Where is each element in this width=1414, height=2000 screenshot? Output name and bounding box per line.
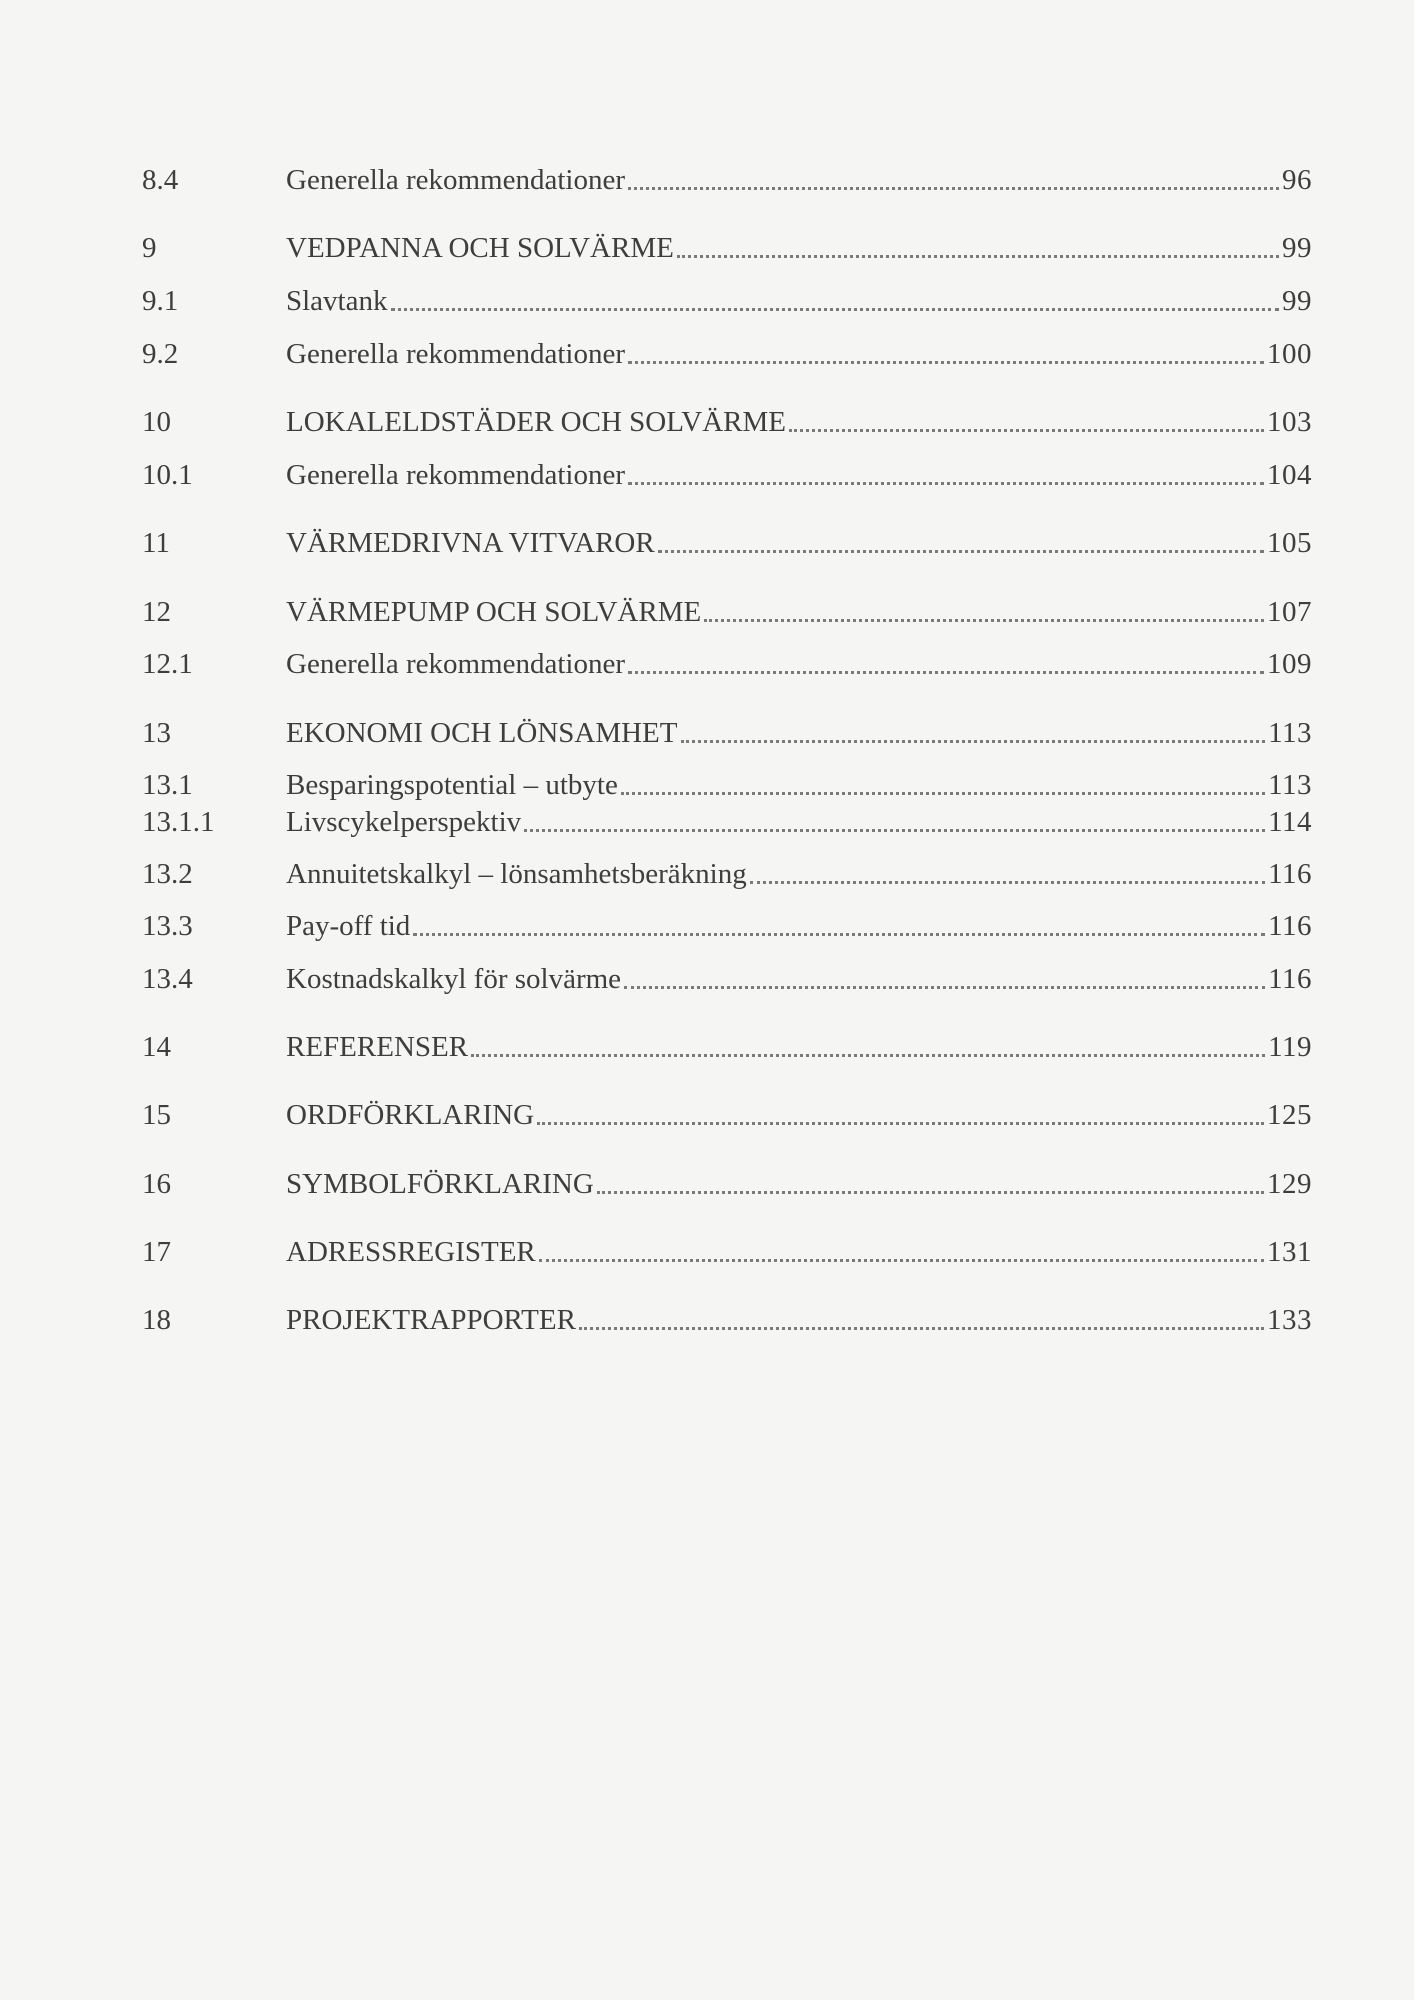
toc-dot-leader (681, 740, 1266, 743)
toc-dot-leader (658, 550, 1264, 553)
toc-entry-page: 100 (1267, 338, 1312, 370)
toc-dot-leader (628, 482, 1264, 485)
toc-entry-page: 129 (1267, 1168, 1312, 1200)
toc-entry-number: 13.2 (142, 858, 193, 890)
toc-entry-page: 131 (1267, 1236, 1312, 1268)
toc-entry-title: ORDFÖRKLARING (286, 1099, 535, 1131)
toc-dot-leader (621, 792, 1265, 795)
toc-entry-title: Generella rekommendationer (286, 459, 625, 491)
toc-entry-number: 9.1 (142, 285, 179, 317)
toc-entry-page: 133 (1267, 1304, 1312, 1336)
toc-entry-page: 125 (1267, 1099, 1312, 1131)
toc-entry-title: ADRESSREGISTER (286, 1236, 536, 1268)
toc-entry-title: PROJEKTRAPPORTER (286, 1304, 576, 1336)
toc-entry-title: SYMBOLFÖRKLARING (286, 1168, 594, 1200)
toc-entry-number: 13.3 (142, 910, 193, 942)
toc-entry-number: 12.1 (142, 648, 193, 680)
toc-entry-title: VEDPANNA OCH SOLVÄRME (286, 232, 674, 264)
toc-entry-page: 119 (1268, 1031, 1312, 1063)
toc-entry-number: 10 (142, 406, 171, 438)
toc-entry-number: 18 (142, 1304, 171, 1336)
toc-entry (142, 856, 1312, 892)
toc-entry-title: Besparingspotential – utbyte (286, 769, 618, 801)
toc-entry-title: LOKALELDSTÄDER OCH SOLVÄRME (286, 406, 786, 438)
toc-entry-title: Kostnadskalkyl för solvärme (286, 963, 622, 995)
toc-entry (142, 457, 1312, 493)
toc-entry (142, 1166, 1312, 1202)
toc-entry-number: 9.2 (142, 338, 179, 370)
toc-entry-title: REFERENSER (286, 1031, 469, 1063)
toc-entry (142, 1234, 1312, 1270)
toc-dot-leader (624, 986, 1265, 989)
toc-entry (142, 525, 1312, 561)
toc-entry-title: Slavtank (286, 285, 388, 317)
toc-dot-leader (628, 187, 1279, 190)
toc-entry-number: 13.1.1 (142, 806, 215, 838)
toc-entry-number: 12 (142, 596, 171, 628)
toc-entry (142, 961, 1312, 997)
toc-entry-number: 14 (142, 1031, 171, 1063)
toc-dot-leader (704, 619, 1264, 622)
toc-entry-page: 96 (1282, 164, 1312, 196)
toc-entry-number: 13 (142, 717, 171, 749)
toc-dot-leader (628, 361, 1264, 364)
toc-entry (142, 1097, 1312, 1133)
toc-dot-leader (524, 829, 1265, 832)
toc-entry (142, 336, 1312, 372)
toc-entry-title: VÄRMEPUMP OCH SOLVÄRME (286, 596, 702, 628)
toc-entry-number: 15 (142, 1099, 171, 1131)
toc-dot-leader (789, 429, 1264, 432)
toc-entry-number: 16 (142, 1168, 171, 1200)
toc-entry (142, 283, 1312, 319)
toc-entry-number: 8.4 (142, 164, 179, 196)
toc-entry-page: 105 (1267, 527, 1312, 559)
toc-entry-number: 17 (142, 1236, 171, 1268)
toc-entry-title: Generella rekommendationer (286, 164, 625, 196)
toc-entry (142, 767, 1312, 803)
toc-entry-page: 104 (1267, 459, 1312, 491)
toc-entry-page: 109 (1267, 648, 1312, 680)
toc-entry-page: 114 (1268, 806, 1312, 838)
toc-dot-leader (628, 671, 1264, 674)
toc-entry-number: 9 (142, 232, 157, 264)
toc-dot-leader (471, 1054, 1265, 1057)
toc-entry (142, 1302, 1312, 1338)
toc-entry-title: EKONOMI OCH LÖNSAMHET (286, 717, 678, 749)
toc-entry-page: 99 (1282, 285, 1312, 317)
toc-dot-leader (579, 1327, 1264, 1330)
toc-dot-leader (597, 1191, 1264, 1194)
toc-dot-leader (413, 933, 1265, 936)
toc-entry-number: 11 (142, 527, 170, 559)
toc-entry (142, 715, 1312, 751)
toc-entry-title: Livscykelperspektiv (286, 806, 522, 838)
toc-entry-title: VÄRMEDRIVNA VITVAROR (286, 527, 655, 559)
toc-entry-page: 116 (1268, 910, 1312, 942)
toc-entry-title: Generella rekommendationer (286, 648, 625, 680)
toc-entry (142, 804, 1312, 840)
toc-entry-page: 103 (1267, 406, 1312, 438)
toc-entry (142, 162, 1312, 198)
toc-entry (142, 1029, 1312, 1065)
toc-dot-leader (677, 255, 1279, 258)
toc-entry-page: 116 (1268, 858, 1312, 890)
toc-entry (142, 230, 1312, 266)
toc-entry-page: 113 (1268, 769, 1312, 801)
toc-entry (142, 404, 1312, 440)
toc-entry (142, 646, 1312, 682)
toc-entry (142, 908, 1312, 944)
toc-entry-number: 10.1 (142, 459, 193, 491)
toc-entry-title: Generella rekommendationer (286, 338, 625, 370)
toc-entry-page: 116 (1268, 963, 1312, 995)
toc-entry-number: 13.4 (142, 963, 193, 995)
toc-entry-title: Annuitetskalkyl – lönsamhetsberäkning (286, 858, 747, 890)
toc-entry-title: Pay-off tid (286, 910, 411, 942)
toc-entry-page: 107 (1267, 596, 1312, 628)
toc-dot-leader (537, 1122, 1264, 1125)
toc-dot-leader (539, 1259, 1264, 1262)
toc-entry (142, 594, 1312, 630)
toc-entry-page: 113 (1268, 717, 1312, 749)
toc-entry-number: 13.1 (142, 769, 193, 801)
toc-entry-page: 99 (1282, 232, 1312, 264)
toc-dot-leader (750, 881, 1265, 884)
toc-dot-leader (391, 308, 1280, 311)
